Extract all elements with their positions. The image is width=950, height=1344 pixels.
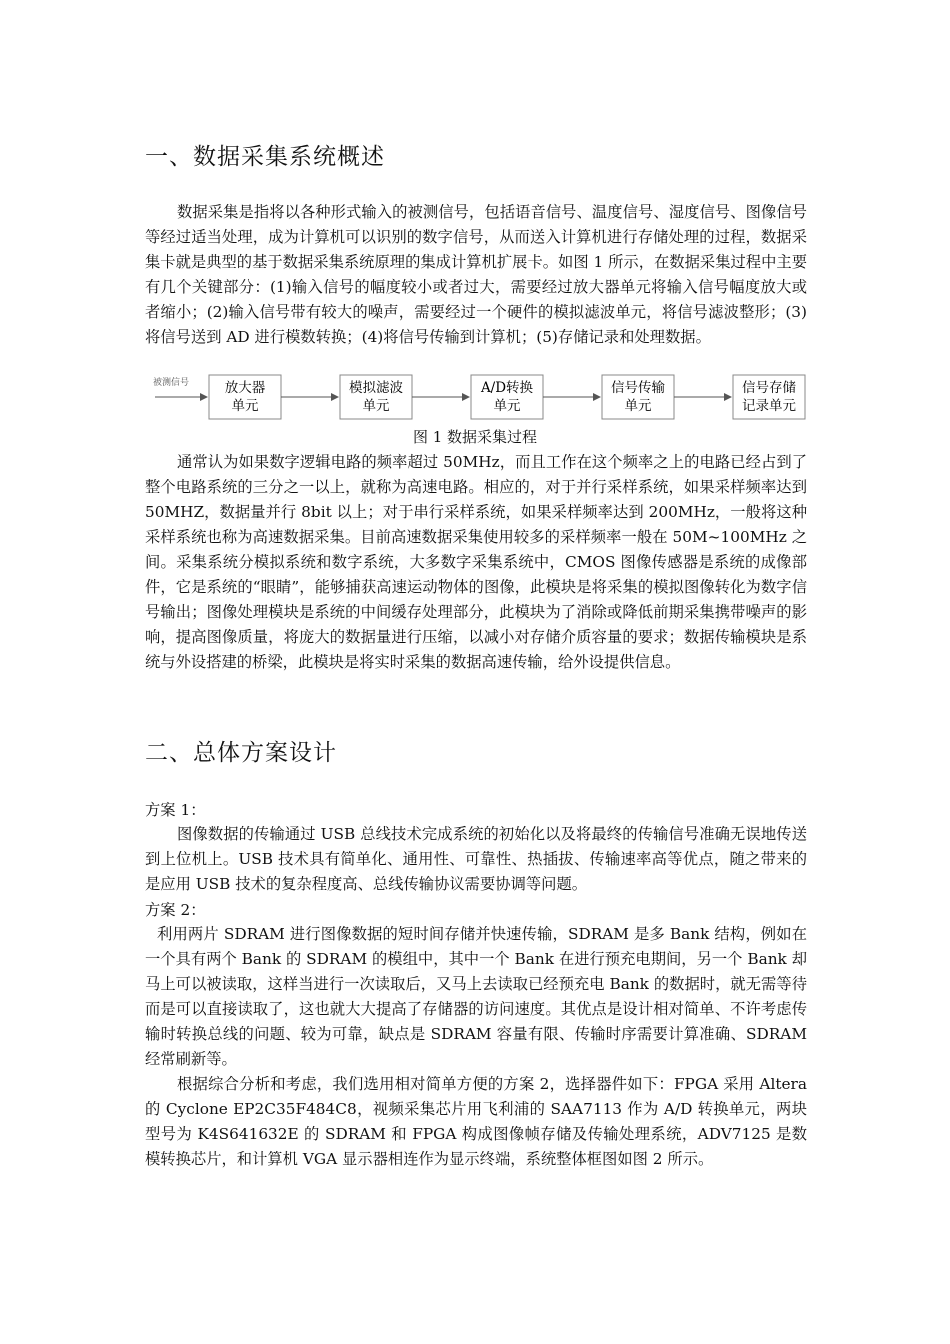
figure-box-analog-filter — [340, 375, 412, 419]
box-label: 放大器 — [224, 380, 266, 396]
box-label: 单元 — [362, 398, 390, 414]
plan1-text: 图像数据的传输通过 USB 总线技术完成系统的初始化以及将最终的传输信号准确无误地传送到上位机上。USB 技术具有简单化、通用性、可靠性、热插拔、传输速率高等优点，随之带来的是应用 USB 技术的复杂程度高、总线传输协议需要协调等问题。 — [145, 825, 807, 893]
conclusion-paragraph: 根据综合分析和考虑，我们选用相对简单方便的方案 2，选择器件如下：FPGA 采用 Altera 的 Cyclone EP2C35F484C8，视频采集芯片用飞利浦的 SAA7113 作为 A/D 转换单元，两块型号为 K4S641632E 的 SDRAM 和 FPGA 构成图像帧存储及传输处理系统，ADV7125 是数模转换芯片，和计算机 VGA 显示器相连作为显示终端，系统整体框图如图 2 所示。 — [145, 1075, 807, 1168]
box-label: 单元 — [231, 398, 259, 414]
figure1-caption: 图 1 数据采集过程 — [412, 428, 538, 446]
box-label: 信号传输 — [611, 380, 665, 396]
box-label: A/D转换 — [480, 380, 534, 396]
input-signal-label: 被测信号 — [153, 378, 190, 388]
box-label: 信号存储 — [742, 380, 796, 396]
box-label: 单元 — [624, 398, 652, 414]
plan2-text: 利用两片 SDRAM 进行图像数据的短时间存储并快速传输，SDRAM 是多 Bank 结构，例如在一个具有两个 Bank 的 SDRAM 的模组中，其中一个 Bank 在进行预充电期间，另一个 Bank 却马上可以被读取，这样当进行一次读取后，又马上去读取已经预充电 Bank 的数据时，就无需等待而是可以直接读取了，这也就大大提高了存储器的访问速度。其优点是设计相对简单、不许考虑传输时转换总线的问题、较为可靠，缺点是 SDRAM 容量有限、传输时序需要计算准确、SDRAM 经常刷新等。 — [145, 925, 807, 1068]
box-label: 记录单元 — [742, 398, 796, 414]
figure-box-amplifier — [209, 375, 281, 419]
section1-paragraph1: 数据采集是指将以各种形式输入的被测信号，包括语音信号、温度信号、湿度信号、图像信号等经过适当处理，成为计算机可以识别的数字信号，从而送入计算机进行存储处理的过程，数据采集卡就是典型的基于数据采集系统原理的集成计算机扩展卡。如图 1 所示，在数据采集过程中主要有几个关键部分：(1)输入信号的幅度较小或者过大，需要经过放大器单元将输入信号幅度放大或者缩小；(2)输入信号带有较大的噪声，需要经过一个硬件的模拟滤波单元，将信号滤波整形；(3)将信号送到 AD 进行模数转换；(4)将信号传输到计算机；(5)存储记录和处理数据。 — [145, 203, 807, 346]
figure-box-storage — [733, 375, 805, 419]
figure1-diagram — [145, 370, 815, 424]
section1-heading: 一、数据采集系统概述 — [145, 144, 385, 170]
box-label: 单元 — [493, 398, 521, 414]
section1-paragraph2: 通常认为如果数字逻辑电路的频率超过 50MHz，而且工作在这个频率之上的电路已经占到了整个电路系统的三分之一以上，就称为高速电路。相应的，对于并行采样系统，如果采样频率达到 50MHZ，数据量并行 8bit 以上；对于串行采样系统，如果采样频率达到 200MHz，一般将这种采样系统也称为高速数据采集。目前高速数据采集使用较多的采样频率一般在 50M~100MHz 之间。采集系统分模拟系统和数字系统，大多数字采集系统中，CMOS 图像传感器是系统的成像部件，它是系统的“眼睛”，能够捕获高速运动物体的图像，此模块是将采集的模拟图像转化为数字信号输出；图像处理模块是系统的中间缓存处理部分，此模块为了消除或降低前期采集携带噪声的影响，提高图像质量，将庞大的数据量进行压缩，以减小对存储介质容量的要求；数据传输模块是系统与外设搭建的桥梁，此模块是将实时采集的数据高速传输，给外设提供信息。 — [145, 453, 807, 671]
figure-box-signal-transmission — [602, 375, 674, 419]
plan2-label: 方案 2： — [145, 901, 206, 919]
figure-box-ad-converter — [471, 375, 543, 419]
plan1-label: 方案 1： — [145, 801, 206, 819]
box-label: 模拟滤波 — [349, 380, 403, 396]
section2-heading: 二、总体方案设计 — [145, 740, 337, 766]
